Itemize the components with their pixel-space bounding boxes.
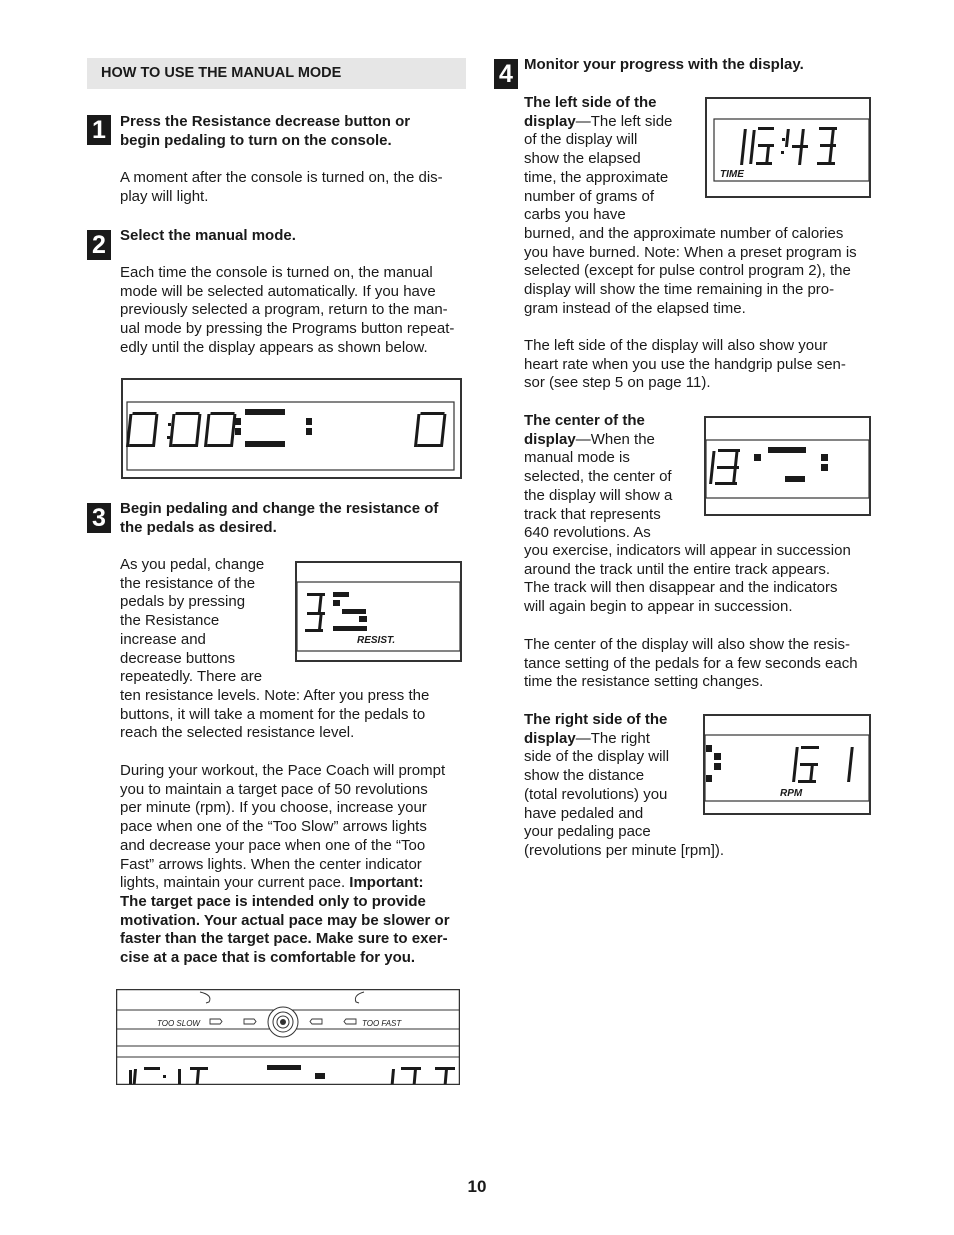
text-line: (total revolutions) you <box>524 785 668 803</box>
text-line: gram instead of the elapsed time. <box>524 299 746 317</box>
text-line-mixed <box>524 431 704 450</box>
lcd-partial-digits <box>129 1065 455 1084</box>
text-line: A moment after the console is turned on, the dis- <box>120 169 443 186</box>
text-line: sor (see step 5 on page 11). <box>524 374 711 392</box>
lcd-digit-center <box>709 449 740 485</box>
text-line: pedals by pressing <box>120 593 246 611</box>
text-line: number of grams of <box>524 187 655 205</box>
pace-coach-text <box>120 762 476 968</box>
subhead: The right side of the <box>524 711 668 728</box>
left-side-heart-rate <box>524 337 884 393</box>
too-slow-arrow-icon <box>210 1019 222 1024</box>
right-narrow <box>524 711 704 842</box>
center-indicator-icon <box>268 1007 298 1037</box>
text-line: selected (except for pulse control program 2), the <box>524 262 851 280</box>
step-1-heading-line: begin pedaling to turn on the console. <box>120 131 392 149</box>
step-4-heading: Monitor your progress with the display. <box>524 56 804 73</box>
text-line: (revolutions per minute [rpm]). <box>524 842 725 859</box>
too-fast-arrow-icon <box>310 1019 322 1024</box>
text-line: mode will be selected automatically. If you have <box>120 282 436 300</box>
center-resistance-note <box>524 636 884 692</box>
text-line: your pedaling pace <box>524 823 651 841</box>
subhead: display <box>524 729 576 747</box>
step-3-body-wide <box>120 687 472 743</box>
text-line: motivation. Your actual pace may be slower or <box>120 911 450 929</box>
step-4-number: 4 <box>494 59 518 89</box>
text-line: the Resistance <box>120 612 220 630</box>
text-line: The target pace is intended only to provide <box>120 892 426 910</box>
step-2-body <box>120 264 472 358</box>
lcd-track <box>754 447 828 482</box>
lcd-resist-bars <box>333 592 367 631</box>
text-line: manual mode is <box>524 449 630 467</box>
step-3-body-narrow <box>120 556 300 687</box>
lcd-distance-bars <box>706 745 721 782</box>
text-line: of the display will <box>524 131 638 149</box>
text-line: tance setting of the pedals for a few seconds each <box>524 654 858 672</box>
lcd-digits-time <box>740 127 837 165</box>
left-side-narrow <box>524 94 704 225</box>
text-line: burned, and the approximate number of calories <box>524 225 844 242</box>
subhead: The left side of the <box>524 94 657 111</box>
resist-label: RESIST. <box>357 635 396 646</box>
page-number: 10 <box>467 1177 487 1196</box>
text-line: pace when one of the “Too Slow” arrows lights <box>120 818 427 836</box>
right-wide <box>524 842 884 861</box>
text-normal: lights, maintain your current pace. <box>120 874 350 892</box>
step-1-number: 1 <box>87 115 111 145</box>
step-3-number: 3 <box>87 503 111 533</box>
text-line: side of the display will <box>524 748 670 766</box>
text-normal: —When the <box>575 430 655 448</box>
text-line: have pedaled and <box>524 804 644 822</box>
text-line: The center of the display will also show the resis- <box>524 636 850 653</box>
text-line: faster than the target pace. Make sure to exer- <box>120 930 448 948</box>
lcd-digit-value <box>414 412 446 447</box>
text-line: the display will show a <box>524 486 673 504</box>
text-line: As you pedal, change <box>120 556 265 573</box>
text-line: edly until the display appears as shown below. <box>120 338 428 356</box>
text-line: decrease buttons <box>120 649 236 667</box>
text-line: play will light. <box>120 187 209 205</box>
step-2-heading: Select the manual mode. <box>120 227 296 244</box>
step-3-heading-line: Begin pedaling and change the resistance of <box>120 500 439 517</box>
text-line: increase and <box>120 630 206 648</box>
time-display <box>705 97 871 198</box>
text-line: 640 revolutions. As <box>524 524 651 542</box>
text-line: Fast” arrows lights. When the center indicator <box>120 855 422 873</box>
text-line-mixed <box>524 730 704 749</box>
subhead: The center of the <box>524 412 645 429</box>
step-3-heading-line: the pedals as desired. <box>120 518 277 536</box>
text-line: heart rate when you use the handgrip pulse sen- <box>524 355 846 373</box>
text-normal: —The right <box>575 729 650 747</box>
text-line: ual mode by pressing the Programs button repeat- <box>120 320 455 338</box>
text-line: time the resistance setting changes. <box>524 673 764 691</box>
text-line: show the distance <box>524 767 645 785</box>
text-line: you to maintain a target pace of 50 revolutions <box>120 780 428 798</box>
text-line: repeatedly. There are <box>120 668 263 686</box>
text-line: Each time the console is turned on, the manual <box>120 264 433 281</box>
time-label: TIME <box>720 169 744 180</box>
text-line: The left side of the display will also show your <box>524 337 828 354</box>
center-narrow <box>524 412 704 543</box>
too-slow-arrow-icon <box>244 1019 256 1024</box>
subhead: display <box>524 112 576 130</box>
text-important: Important: <box>349 874 424 892</box>
text-line: time, the approximate <box>524 168 669 186</box>
section-title: HOW TO USE THE MANUAL MODE <box>87 58 466 89</box>
text-line: track that represents <box>524 505 661 523</box>
text-line: selected, the center of <box>524 468 672 486</box>
subhead: display <box>524 430 576 448</box>
too-slow-label: TOO SLOW <box>157 1019 200 1028</box>
step-1-heading <box>120 113 470 150</box>
rpm-label: RPM <box>780 788 803 799</box>
text-line: show the elapsed <box>524 150 641 168</box>
text-line: you have burned. Note: When a preset program is <box>524 243 857 261</box>
pace-coach-display <box>116 989 460 1085</box>
text-line-mixed <box>524 113 704 132</box>
text-line: and decrease your pace when one of the “Too <box>120 836 426 854</box>
lcd-digits-time <box>126 412 236 447</box>
text-line: ten resistance levels. Note: After you press the <box>120 687 430 704</box>
text-line: around the track until the entire track appears. <box>524 560 831 578</box>
text-line: previously selected a program, return to the man- <box>120 301 448 319</box>
center-display <box>704 416 871 516</box>
lcd-track <box>235 409 312 447</box>
text-line: buttons, it will take a moment for the pedals to <box>120 705 426 723</box>
text-line: The track will then disappear and the indicators <box>524 579 838 597</box>
manual-mode-display <box>121 378 462 479</box>
step-1-body <box>120 169 470 206</box>
text-line: you exercise, indicators will appear in succession <box>524 542 851 559</box>
step-3-heading <box>120 500 480 537</box>
rpm-display <box>703 714 871 815</box>
center-wide <box>524 542 884 617</box>
text-normal: —The left side <box>575 112 673 130</box>
too-fast-arrow-icon <box>344 1019 356 1024</box>
text-line: During your workout, the Pace Coach will prompt <box>120 762 446 779</box>
step-1-heading-line: Press the Resistance decrease button or <box>120 113 411 130</box>
text-line: the resistance of the <box>120 574 256 592</box>
text-line: display will show the time remaining in the pro- <box>524 281 835 299</box>
text-line-mixed <box>120 874 476 893</box>
too-fast-label: TOO FAST <box>362 1019 402 1028</box>
text-line: will again begin to appear in succession. <box>524 598 793 616</box>
text-line: carbs you have <box>524 206 626 224</box>
step-2-number: 2 <box>87 230 111 260</box>
text-line: reach the selected resistance level. <box>120 724 355 742</box>
left-side-wide <box>524 225 884 319</box>
text-line: per minute (rpm). If you choose, increase your <box>120 799 427 817</box>
resistance-display <box>295 561 462 662</box>
lcd-digit-resist <box>305 593 325 632</box>
lcd-digits-rpm <box>792 746 854 783</box>
text-line: cise at a pace that is comfortable for you. <box>120 949 416 967</box>
